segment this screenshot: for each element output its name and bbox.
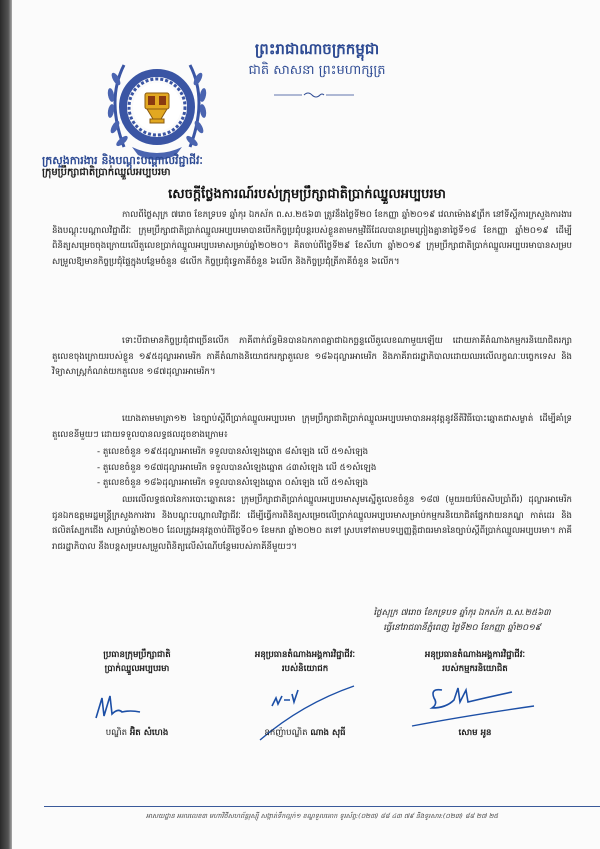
vote-results-list [97,445,547,492]
paragraph-2: ទោះបីជាមានកិច្ចប្រជុំជាច្រើនលើក ភាគីពាក់ព័ន្ធមិនបានឯកភាពគ្នាជាឯកច្ឆន្ទលើតួលេខណាមួយឡើយ ដោយភាគីតំណាងកម្មករនិយោជិតរក្សាតួលេខចុងក្រោយរបស់ខ្លួន ១៩៥ដុល្លារអាមេរិក ភាគីតំណាងនិយោជករក្សាតួលេខ ១៨៦ដុល្លារអាមេរិក និងភាគីរាជរដ្ឋាភិបាលដោយឈរលើលក្ខណៈបច្ចេកទេស និងវិទ្យាសាស្ត្រកំណត់យកតួលេខ ១៨៧ដុល្លារអាមេរិក។ [52,336,572,377]
signature-3-icon [404,684,544,734]
vote-result-item: - តួលេខចំនួន ១៨៧ដុល្លារអាមេរិក ទទួលបានសំឡេងឆ្នោត ៤៣សំឡេង លើ ៥១សំឡេង [97,462,377,473]
footer-divider [44,806,600,807]
signatory-title-3: អនុប្រធានតំណាងអង្គការវិជ្ជាជីវៈ របស់កម្មករនិយោជិត [424,650,526,674]
national-motto: ជាតិ សាសនា ព្រះមហាក្សត្រ [248,63,386,78]
ministry-name: ក្រសួងការងារ និងបណ្តុះបណ្តាលវិជ្ជាជីវៈ [42,154,203,167]
council-name: ក្រុមប្រឹក្សាជាតិប្រាក់ឈ្នួលអប្បបរមា [42,167,171,178]
document-title: សេចក្តីថ្លែងការណ៍របស់ក្រុមប្រឹក្សាជាតិប្រាក់ឈ្នួលអប្បបរមា [168,187,446,202]
signatory-name-2: ឧកញ៉ាបណ្ឌិត ណាង សុធី [264,728,346,738]
paragraph-4: ឈរលើលទ្ធផលនៃការបោះឆ្នោតនេះ ក្រុមប្រឹក្សាជាតិប្រាក់ឈ្នួលអប្បបរមាសូមស្នើតួលេខចំនួន ១៨៧ (មួយរយប៉ែតសិបប្រាំពីរ) ដុល្លារអាមេរិក ជូនឯកឧត្តមរដ្ឋមន្ត្រីក្រសួងការងារ និងបណ្តុះបណ្តាលវិជ្ជាជីវៈ ដើម្បីធ្វើការពិនិត្យសម្រេចលើប្រាក់ឈ្នួលអប្បបរមាសម្រាប់កម្មករនិយោជិតផ្នែកវាយនភណ្ឌ កាត់ដេរ និងផលិតស្បែកជើង សម្រាប់ឆ្នាំ២០២០ ដែលត្រូវអនុវត្តចាប់ពីថ្ងៃទី០១ ខែមករា ឆ្នាំ២០២០ តទៅ ស្របទៅតាមបទប្បញ្ញត្តិជាធរមាននៃច្បាប់ស្តីពីប្រាក់ឈ្នួលអប្បបរមា។ ភាគីរាជរដ្ឋាភិបាល នឹងបន្តសម្របសម្រួលពិនិត្យលើសំណើបន្ថែមរបស់ភាគីនីមួយៗ។ [52,495,572,552]
signature-1-icon [90,690,150,750]
vote-result-item: - តួលេខចំនួន ១៨៦ដុល្លារអាមេរិក ទទួលបានសំឡេងឆ្នោត ០សំឡេង លើ ៥១សំឡេង [97,478,369,488]
paragraph-3: យោងតាមមាត្រា១២ នៃច្បាប់ស្តីពីប្រាក់ឈ្នួលអប្បបរមា ក្រុមប្រឹក្សាជាតិប្រាក់ឈ្នួលអប្បបរមាបានអនុវត្តនូវនីតិវិធីបោះឆ្នោតជាសម្ងាត់ ដើម្បីគាំទ្រតួលេខនីមួយៗ ដោយទទួលបានលទ្ធផលដូចខាងក្រោម៖ [52,414,572,440]
footer-address: អាសយដ្ឋាន អគារលេខ៣ មហាវិថីសហព័ន្ធរុស្ស៊ី សង្កាត់ទឹកល្អក់១ ខណ្ឌទួលគោក ទូរស័ព្ទ:(០២៣) ៨៨ ៤៣ ៧៩ និងទូរសារ:(០២៣) ៨៨ ២៧ ២៥ [145,812,499,820]
solar-date: ធ្វើនៅរាជធានីភ្នំពេញ ថ្ងៃទី២០ ខែកញ្ញា ឆ្នាំ២០១៩ [383,623,541,633]
ornament-divider-icon [274,84,354,92]
signatory-name-3: សោម អូន [458,728,492,738]
document-page [12,0,600,849]
signatory-name-1: បណ្ឌិត អ៊ិត សំហេង [105,728,169,738]
kingdom-heading: ព្រះរាជាណាចក្រកម្ពុជា [254,40,380,58]
signatory-title-1: ប្រធានក្រុមប្រឹក្សាជាតិ ប្រាក់ឈ្នួលអប្បបរមា [103,650,171,674]
scan-edge [0,0,12,849]
lunar-date: ថ្ងៃសុក្រ ៧រោច ខែភទ្របទ ឆ្នាំកុរ ឯកស័ក ព.ស.២៥៦៣ [373,608,551,618]
vote-result-item: - តួលេខចំនួន ១៩៥ដុល្លារអាមេរិក ទទួលបានសំឡេងឆ្នោត ៨សំឡេង លើ ៥១សំឡេង [97,447,369,457]
paragraph-1: កាលពីថ្ងៃសុក្រ ៧រោច ខែភទ្របទ ឆ្នាំកុរ ឯកស័ក ព.ស.២៥៦៣ ត្រូវនឹងថ្ងៃទី២០ ខែកញ្ញា ឆ្នាំ២០១៩ វេលាម៉ោង៩ព្រឹក នៅទីស្តីការក្រសួងការងារ និងបណ្តុះបណ្តាលវិជ្ជាជីវៈ ក្រុមប្រឹក្សាជាតិប្រាក់ឈ្នួលអប្បបរមាបានបើកកិច្ចប្រជុំបន្តរបស់ខ្លួនតាមកម្មវិធីដែលបានព្រមព្រៀងគ្នានាថ្ងៃទី១៨ ខែកញ្ញា ឆ្នាំ២០១៩ ដើម្បីពិនិត្យសម្រេចចុងក្រោយលើតួលេខប្រាក់ឈ្នួលអប្បបរមាសម្រាប់ឆ្នាំ២០២០។ គិតចាប់ពីថ្ងៃទី២៩ ខែសីហា ឆ្នាំ២០១៩ ក្រុមប្រឹក្សាជាតិប្រាក់ឈ្នួលអប្បបរមាបានសម្របសម្រួលឱ្យមានកិច្ចប្រជុំផ្ទៃក្នុងបន្ថែមចំនួន ៨លើក កិច្ចប្រជុំទ្វេភាគីចំនួន ៦លើក និងកិច្ចប្រជុំត្រីភាគីចំនួន ៦លើក។ [52,210,572,267]
signatory-title-2: អនុប្រធានតំណាងអង្គការវិជ្ជាជីវៈ របស់និយោជក [254,650,356,674]
ministry-seal-icon [102,55,212,167]
